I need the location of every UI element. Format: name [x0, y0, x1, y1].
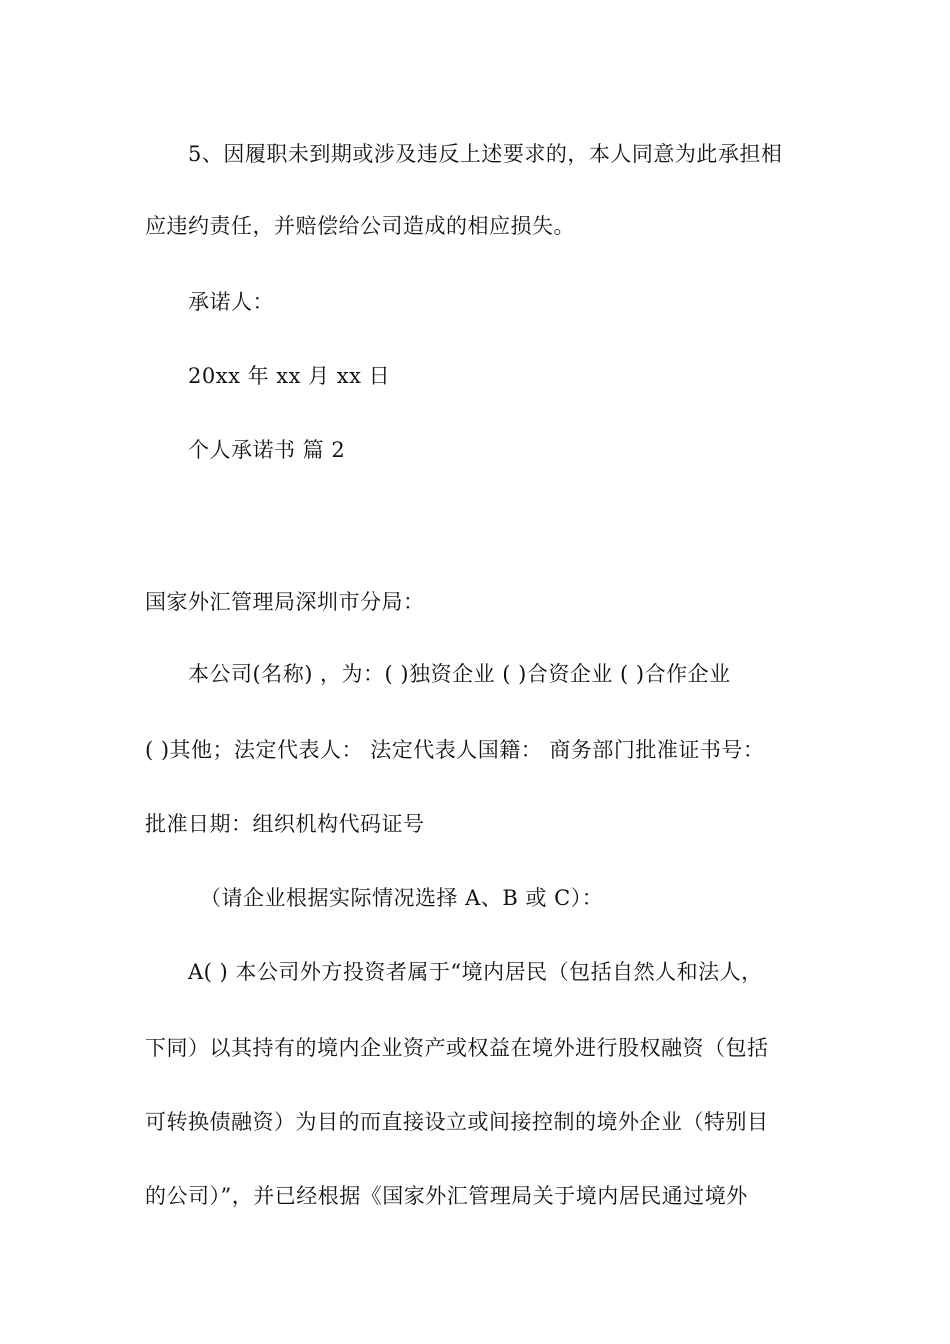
addressee: 国家外汇管理局深圳市分局： — [145, 590, 425, 614]
promisor-label: 承诺人： — [188, 290, 274, 314]
paragraph-line-approval-date: 批准日期：组织机构代码证号 — [145, 812, 425, 836]
paragraph-line-clause-5: 5、因履职未到期或涉及违反上述要求的，本人同意为此承担相 — [188, 142, 783, 166]
date-line: 20xx 年 xx 月 xx 日 — [188, 364, 391, 388]
paragraph-line-option-a-cont-2: 可转换债融资）为目的而直接设立或间接控制的境外企业（特别目 — [145, 1110, 769, 1134]
paragraph-line-option-a: A( ) 本公司外方投资者属于“境内居民（包括自然人和法人， — [188, 960, 763, 984]
instruction-note: （请企业根据实际情况选择 A、B 或 C）： — [200, 886, 604, 910]
paragraph-line-option-a-cont-3: 的公司）”，并已经根据《国家外汇管理局关于境内居民通过境外 — [145, 1184, 748, 1208]
paragraph-line-option-a-cont-1: 下同）以其持有的境内企业资产或权益在境外进行股权融资（包括 — [145, 1036, 769, 1060]
section-title: 个人承诺书 篇 2 — [188, 438, 346, 462]
paragraph-line-clause-5-cont: 应违约责任，并赔偿给公司造成的相应损失。 — [145, 214, 575, 238]
paragraph-line-company-type: 本公司(名称) ，为：( )独资企业 ( )合资企业 ( )合作企业 — [188, 662, 731, 686]
paragraph-line-legal-rep: ( )其他；法定代表人： 法定代表人国籍： 商务部门批准证书号： — [145, 738, 765, 762]
